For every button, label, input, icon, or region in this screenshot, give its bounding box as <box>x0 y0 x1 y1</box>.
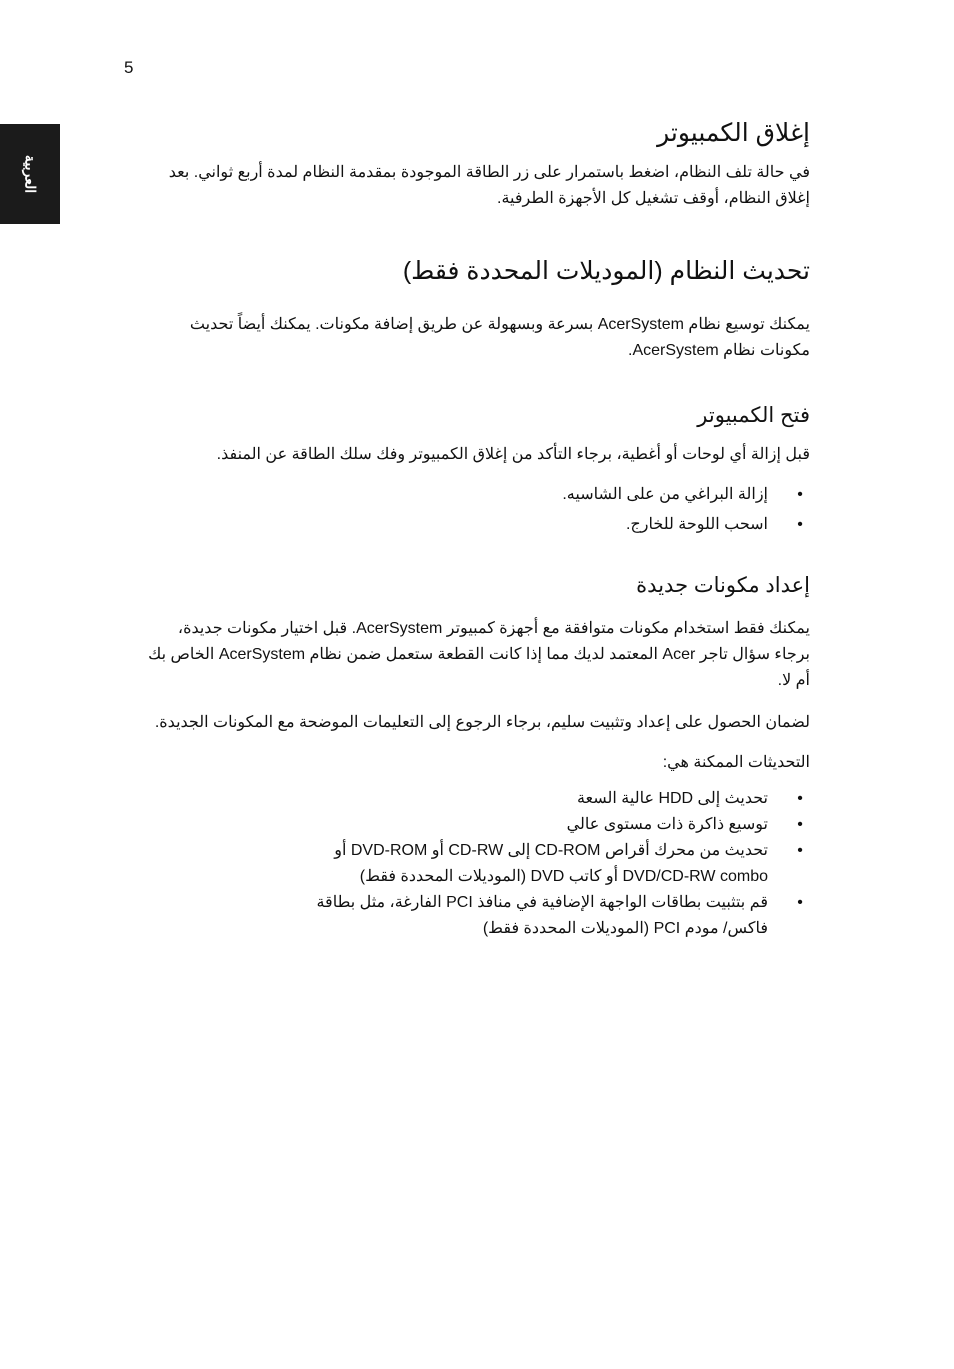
setup-heading: إعداد مكونات جديدة <box>636 574 810 597</box>
list-item: • توسيع ذاكرة ذات مستوى عالي <box>228 812 768 838</box>
list-item: • تحديث إلى HDD عالية السعة <box>228 786 768 812</box>
upgrades-list <box>228 786 810 942</box>
setup-paragraph-1: يمكنك فقط استخدام مكونات متوافقة مع أجهزة كمبيوتر AcerSystem. قبل اختيار مكونات جديدة، برجاء سؤال تاجر Acer المعتمد لديك مما إذا كانت القطعة ستعمل ضمن نظام AcerSystem الخاص بك أم لا. <box>148 620 810 689</box>
shutdown-paragraph: في حالة تلف النظام، اضغط باستمرار على زر الطاقة الموجودة بمقدمة النظام لمدة أربع ثواني. بعد إغلاق النظام، أوقف تشغيل كل الأجهزة الطرفية. <box>168 164 810 207</box>
upgrade-paragraph: يمكنك توسيع نظام AcerSystem بسرعة وبسهولة عن طريق إضافة مكونات. يمكنك أيضاً تحديث مكونات نظام AcerSystem. <box>189 316 810 359</box>
list-item: • قم بتثبيت بطاقات الواجهة الإضافية في منافذ PCI الفارغة، مثل بطاقة فاكس/ مودم PCI (الموديلات المحددة فقط) <box>268 890 768 942</box>
upgrade-heading: تحديث النظام (الموديلات المحددة فقط) <box>402 257 810 285</box>
upgrades-intro: التحديثات الممكنة هي: <box>662 754 810 771</box>
document-body <box>140 114 810 942</box>
page-number: 5 <box>124 58 134 77</box>
open-computer-paragraph: قبل إزالة أي لوحات أو أغطية، برجاء التأكد من إغلاق الكمبيوتر وفك سلك الطاقة عن المنفذ. <box>216 446 810 463</box>
list-item: • إزالة البراغي من على الشاسيه. <box>140 480 768 510</box>
language-tab <box>0 124 60 224</box>
shutdown-heading: إغلاق الكمبيوتر <box>657 119 810 147</box>
setup-paragraph-2: لضمان الحصول على إعداد وتثبيت سليم، برجاء الرجوع إلى التعليمات الموضحة مع المكونات الجديدة. <box>154 714 810 731</box>
open-computer-heading: فتح الكمبيوتر <box>697 404 810 427</box>
open-steps-list <box>140 480 810 540</box>
list-item: • تحديث من محرك أقراص CD-ROM إلى CD-RW أو DVD-ROM أو DVD/CD-RW combo أو كاتب DVD (الموديلات المحددة فقط) <box>268 838 768 890</box>
list-item: • اسحب اللوحة للخارج. <box>140 510 768 540</box>
language-tab-label: العربية <box>22 154 39 194</box>
